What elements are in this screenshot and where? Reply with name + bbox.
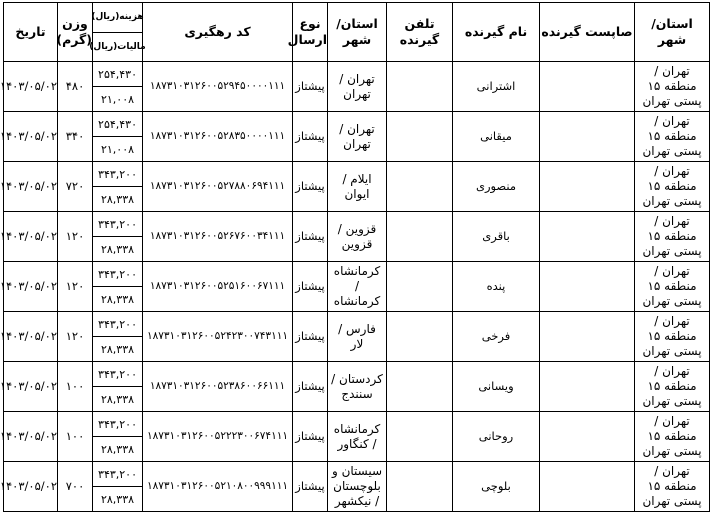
dest-city-cell [328, 112, 387, 162]
dest-city: تهران / تهران [339, 121, 375, 151]
origin-city-cell [635, 162, 710, 212]
date-cell: ۱۴۰۳/۰۵/۰۲ [4, 262, 58, 312]
receiver-name-cell: اشترانی [453, 62, 540, 112]
date-cell: ۱۴۰۳/۰۵/۰۲ [4, 462, 58, 512]
dest-city: سیستان و بلوچستان / نیکشهر [331, 464, 383, 508]
header-cost [89, 3, 146, 62]
cost-cell [93, 162, 143, 212]
header-row [4, 3, 710, 62]
tax-value: ۲۸,۳۳۸ [93, 186, 142, 211]
send-type-cell: پیشتاز [293, 62, 328, 112]
receiver-phone-cell [387, 412, 453, 462]
dest-city-cell [328, 212, 387, 262]
tax-value: ۲۱,۰۰۸ [93, 86, 142, 111]
origin-city: تهران / منطقه ۱۵ پستی تهران [642, 164, 702, 208]
cost-value: ۳۴۳,۲۰۰ [98, 417, 137, 431]
origin-city: تهران / منطقه ۱۵ پستی تهران [642, 414, 702, 458]
table-row [4, 62, 710, 112]
dest-city: قزوین / قزوین [337, 221, 377, 251]
cost-cell [93, 112, 143, 162]
tax-value: ۲۸,۳۳۸ [93, 236, 142, 261]
origin-city-cell [635, 362, 710, 412]
sender-name-cell [540, 162, 635, 212]
receiver-phone-cell [387, 362, 453, 412]
origin-city-cell [635, 112, 710, 162]
table-row [4, 462, 710, 512]
dest-city: فارس / لار [338, 321, 376, 351]
tracking-code-cell: ۱۸۷۳۱۰۳۱۲۶۰۰۵۲۱۰۸۰۰۹۹۹۱۱۱ [143, 462, 293, 512]
send-type-cell: پیشتاز [293, 312, 328, 362]
cost-value: ۲۵۴,۴۳۰ [98, 67, 137, 81]
date-cell: ۱۴۰۳/۰۵/۰۲ [4, 62, 58, 112]
cost-cell [93, 312, 143, 362]
dest-city: کرمانشاه / کنگاور [333, 421, 381, 451]
sender-name-cell [540, 112, 635, 162]
header-tracking-code: کد رهگیری [143, 3, 293, 62]
tracking-code-cell: ۱۸۷۳۱۰۳۱۲۶۰۰۵۲۴۲۳۰۰۷۴۳۱۱۱ [143, 312, 293, 362]
receiver-name-cell: منصوری [453, 162, 540, 212]
send-type-cell: پیشتاز [293, 362, 328, 412]
header-weight: وزن (گرم) [58, 3, 93, 62]
dest-city-cell [328, 162, 387, 212]
dest-city: کرمانشاه / کرمانشاه [333, 264, 381, 308]
header-cost-label: هزینه(ریال) [91, 12, 144, 23]
origin-city: تهران / منطقه ۱۵ پستی تهران [642, 214, 702, 258]
origin-city-cell [635, 462, 710, 512]
send-type-cell: پیشتاز [293, 112, 328, 162]
dest-city-cell [328, 262, 387, 312]
origin-city: تهران / منطقه ۱۵ پستی تهران [642, 364, 702, 408]
sender-name-cell [540, 412, 635, 462]
origin-city-cell [635, 262, 710, 312]
table-row [4, 262, 710, 312]
origin-city-cell [635, 412, 710, 462]
cost-cell [93, 462, 143, 512]
origin-city: تهران / منطقه ۱۵ پستی تهران [642, 314, 702, 358]
receiver-name-cell: بلوچی [453, 462, 540, 512]
dest-city: کردستان / سنندج [331, 371, 383, 401]
cost-value: ۳۴۳,۲۰۰ [98, 467, 137, 481]
shipments-table [0, 2, 710, 512]
tax-value: ۲۱,۰۰۸ [93, 136, 142, 161]
table-row [4, 212, 710, 262]
weight-cell: ۴۸۰ [58, 62, 93, 112]
tracking-code-cell: ۱۸۷۳۱۰۳۱۲۶۰۰۵۲۲۲۳۰۰۶۷۴۱۱۱ [143, 412, 293, 462]
table-row [4, 312, 710, 362]
sender-name-cell [540, 262, 635, 312]
receiver-name-cell: پنده [453, 262, 540, 312]
weight-cell: ۱۰۰ [58, 412, 93, 462]
date-cell: ۱۴۰۳/۰۵/۰۲ [4, 112, 58, 162]
cost-cell [93, 362, 143, 412]
dest-city-cell [328, 62, 387, 112]
receiver-name-cell: ویسانی [453, 362, 540, 412]
receiver-name-cell: فرخی [453, 312, 540, 362]
tax-value: ۲۸,۳۳۸ [93, 386, 142, 411]
tax-value: ۲۸,۳۳۸ [93, 436, 142, 461]
dest-city-cell [328, 362, 387, 412]
header-receiver-phone: تلفن گیرنده [387, 3, 453, 62]
send-type-cell: پیشتاز [293, 262, 328, 312]
header-tax-label: مالیات(ریال) [93, 32, 142, 62]
date-cell: ۱۴۰۳/۰۵/۰۲ [4, 162, 58, 212]
cost-cell [93, 412, 143, 462]
weight-cell: ۱۲۰ [58, 312, 93, 362]
dest-city-cell [328, 462, 387, 512]
tracking-code-cell: ۱۸۷۳۱۰۳۱۲۶۰۰۵۲۵۱۶۰۰۶۷۱۱۱ [143, 262, 293, 312]
cost-value: ۳۴۳,۲۰۰ [98, 367, 137, 381]
receiver-phone-cell [387, 462, 453, 512]
receiver-phone-cell [387, 312, 453, 362]
dest-city: تهران / تهران [339, 71, 375, 101]
cost-cell [93, 62, 143, 112]
receiver-name-cell: روحانی [453, 412, 540, 462]
tax-value: ۲۸,۳۳۸ [93, 486, 142, 511]
tax-value: ۲۸,۳۳۸ [93, 336, 142, 361]
origin-city: تهران / منطقه ۱۵ پستی تهران [642, 114, 702, 158]
header-receiver-name: نام گیرنده [453, 3, 540, 62]
date-cell: ۱۴۰۳/۰۵/۰۲ [4, 312, 58, 362]
receiver-phone-cell [387, 262, 453, 312]
cost-value: ۳۴۳,۲۰۰ [98, 267, 137, 281]
origin-city-cell [635, 312, 710, 362]
origin-city-cell [635, 62, 710, 112]
header-send-type: نوع ارسال [293, 3, 328, 62]
receiver-phone-cell [387, 112, 453, 162]
weight-cell: ۳۴۰ [58, 112, 93, 162]
send-type-cell: پیشتاز [293, 412, 328, 462]
dest-city-cell [328, 312, 387, 362]
weight-cell: ۱۲۰ [58, 212, 93, 262]
send-type-cell: پیشتاز [293, 212, 328, 262]
date-cell: ۱۴۰۳/۰۵/۰۲ [4, 362, 58, 412]
origin-city: تهران / منطقه ۱۵ پستی تهران [642, 264, 702, 308]
header-sender-name: صاپست گیرنده [540, 3, 635, 62]
tracking-code-cell: ۱۸۷۳۱۰۳۱۲۶۰۰۵۲۳۸۶۰۰۶۶۱۱۱ [143, 362, 293, 412]
receiver-name-cell: باقری [453, 212, 540, 262]
sender-name-cell [540, 312, 635, 362]
origin-city: تهران / منطقه ۱۵ پستی تهران [642, 64, 702, 108]
tax-value: ۲۸,۳۳۸ [93, 286, 142, 311]
header-origin-city: استان/ شهر [635, 3, 710, 62]
sender-name-cell [540, 362, 635, 412]
date-cell: ۱۴۰۳/۰۵/۰۲ [4, 412, 58, 462]
tracking-code-cell: ۱۸۷۳۱۰۳۱۲۶۰۰۵۲۶۷۶۰۰۳۴۱۱۱ [143, 212, 293, 262]
receiver-phone-cell [387, 212, 453, 262]
weight-cell: ۱۰۰ [58, 362, 93, 412]
tracking-code-cell: ۱۸۷۳۱۰۳۱۲۶۰۰۵۲۸۳۵۰۰۰۰۱۱۱ [143, 112, 293, 162]
weight-cell: ۷۰۰ [58, 462, 93, 512]
tracking-code-cell: ۱۸۷۳۱۰۳۱۲۶۰۰۵۲۹۴۵۰۰۰۰۱۱۱ [143, 62, 293, 112]
header-date: تاریخ [4, 3, 58, 62]
date-cell: ۱۴۰۳/۰۵/۰۲ [4, 212, 58, 262]
sender-name-cell [540, 462, 635, 512]
origin-city: تهران / منطقه ۱۵ پستی تهران [642, 464, 702, 508]
origin-city-cell [635, 212, 710, 262]
cost-value: ۳۴۳,۲۰۰ [98, 217, 137, 231]
tracking-code-cell: ۱۸۷۳۱۰۳۱۲۶۰۰۵۲۷۸۸۰۶۹۴۱۱۱ [143, 162, 293, 212]
sender-name-cell [540, 212, 635, 262]
table-row [4, 362, 710, 412]
header-dest-city: استان/ شهر [328, 3, 387, 62]
cost-value: ۳۴۳,۲۰۰ [98, 317, 137, 331]
send-type-cell: پیشتاز [293, 462, 328, 512]
cost-cell [93, 212, 143, 262]
cost-cell [93, 262, 143, 312]
table-row [4, 162, 710, 212]
send-type-cell: پیشتاز [293, 162, 328, 212]
sender-name-cell [540, 62, 635, 112]
cost-value: ۳۴۳,۲۰۰ [98, 167, 137, 181]
weight-cell: ۱۲۰ [58, 262, 93, 312]
table-row [4, 112, 710, 162]
dest-city-cell [328, 412, 387, 462]
receiver-phone-cell [387, 162, 453, 212]
table-row [4, 412, 710, 462]
weight-cell: ۷۲۰ [58, 162, 93, 212]
dest-city: ایلام / ایوان [342, 171, 372, 201]
receiver-phone-cell [387, 62, 453, 112]
cost-value: ۲۵۴,۴۳۰ [98, 117, 137, 131]
receiver-name-cell: میقانی [453, 112, 540, 162]
